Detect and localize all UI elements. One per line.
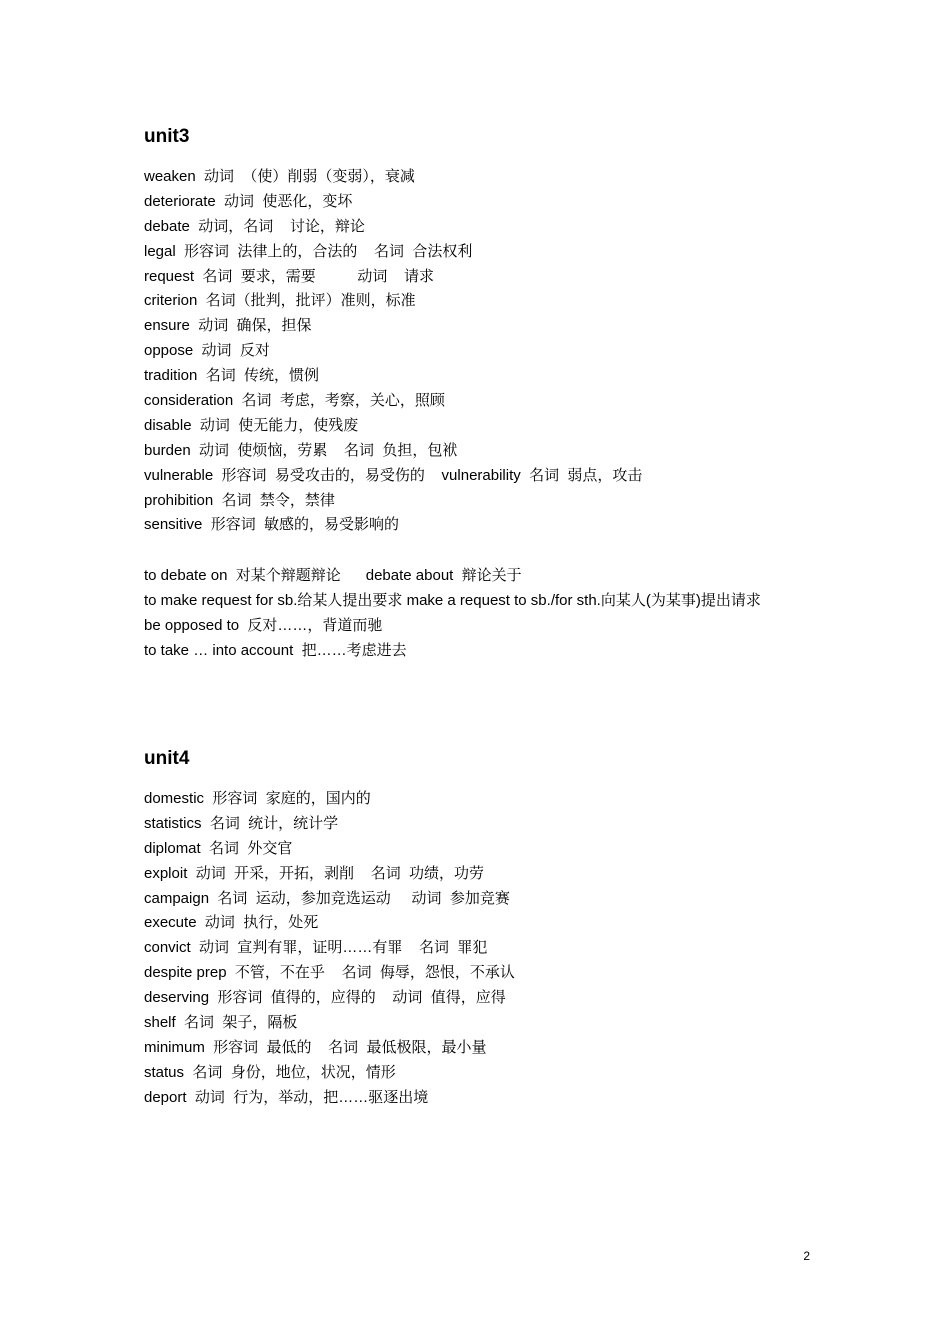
vocabulary-entry: criterion 名词（批判，批评）准则，标准 (144, 292, 416, 310)
vocabulary-entry: exploit 动词 开采，开拓，剥削 名词 功绩，功劳 (144, 864, 485, 882)
phrase-entry: to take … into account 把……考虑进去 (144, 641, 407, 659)
vocabulary-entry: prohibition 名词 禁令，禁律 (144, 491, 335, 509)
vocabulary-entry: status 名词 身份，地位，状况，情形 (144, 1063, 396, 1081)
unit4-heading: unit4 (144, 748, 190, 769)
vocabulary-entry: deport 动词 行为，举动，把……驱逐出境 (144, 1088, 429, 1106)
vocabulary-entry: weaken 动词 （使）削弱（变弱），衰减 (144, 168, 415, 185)
vocabulary-entry: legal 形容词 法律上的，合法的 名词 合法权利 (144, 242, 473, 260)
vocabulary-entry: shelf 名词 架子，隔板 (144, 1014, 298, 1032)
vocabulary-entry: disable 动词 使无能力，使残废 (144, 416, 359, 434)
vocabulary-entry: sensitive 形容词 敏感的，易受影响的 (144, 516, 400, 534)
vocabulary-entry: consideration 名词 考虑，考察，关心，照顾 (144, 392, 445, 410)
unit3-heading: unit3 (144, 126, 190, 147)
phrase-entry: to make request for sb.给某人提出要求 make a request to sb./for sth.向某人(为某事)提出请求 (144, 591, 761, 609)
vocabulary-entry: statistics 名词 统计，统计学 (144, 814, 339, 832)
vocabulary-entry: diplomat 名词 外交官 (144, 839, 293, 857)
unit3-vocabulary-list (144, 165, 904, 538)
vocabulary-entry: convict 动词 宣判有罪，证明……有罪 名词 罪犯 (144, 939, 488, 957)
vocabulary-entry: minimum 形容词 最低的 名词 最低极限，最小量 (144, 1038, 487, 1056)
vocabulary-entry: execute 动词 执行，处死 (144, 914, 319, 932)
unit4-vocabulary-list (144, 787, 904, 1111)
vocabulary-entry: request 名词 要求，需要 动词 请求 (144, 267, 435, 285)
vocabulary-entry: domestic 形容词 家庭的，国内的 (144, 790, 371, 807)
vocabulary-entry: vulnerable 形容词 易受攻击的，易受伤的 vulnerability 名词 弱点，攻击 (144, 466, 643, 484)
phrase-entry: to debate on 对某个辩题辩论 debate about 辩论关于 (144, 567, 522, 584)
unit3-phrase-list (144, 564, 904, 664)
vocabulary-entry: deserving 形容词 值得的，应得的 动词 值得，应得 (144, 989, 506, 1007)
vocabulary-entry: ensure 动词 确保，担保 (144, 317, 312, 335)
vocabulary-entry: campaign 名词 运动，参加竞选运动 动词 参加竞赛 (144, 889, 510, 907)
phrase-entry: be opposed to 反对……，背道而驰 (144, 616, 383, 634)
vocabulary-entry: despite prep 不管，不在乎 名词 侮辱，怨恨，不承认 (144, 964, 515, 982)
vocabulary-entry: burden 动词 使烦恼，劳累 名词 负担，包袱 (144, 441, 458, 459)
vocabulary-entry: tradition 名词 传统，惯例 (144, 367, 320, 385)
vocabulary-entry: deteriorate 动词 使恶化，变坏 (144, 192, 353, 210)
vocabulary-entry: debate 动词，名词 讨论，辩论 (144, 217, 365, 235)
vocabulary-entry: oppose 动词 反对 (144, 342, 270, 360)
page-number: 2 (803, 1249, 810, 1263)
